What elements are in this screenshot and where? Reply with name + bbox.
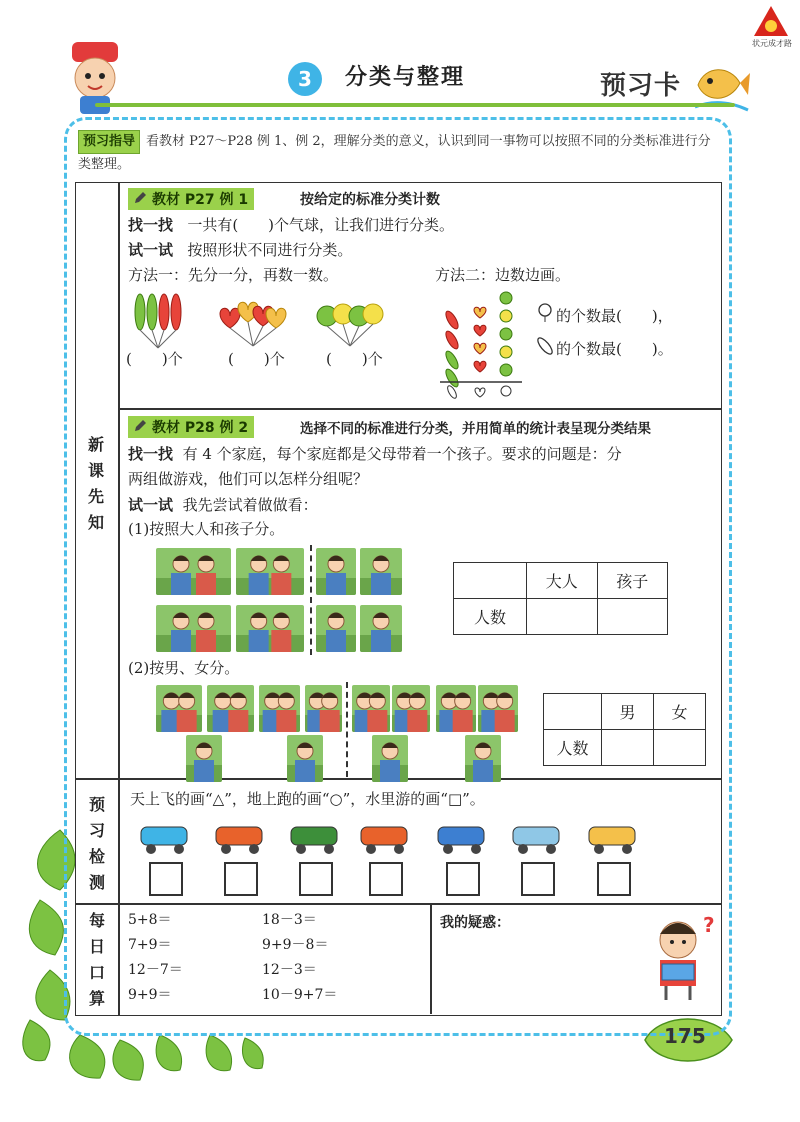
example2-find-2: 两组做游戏，他们可以怎样分组呢？ <box>128 470 369 488</box>
count-blank-long: ( )个 <box>126 350 183 368</box>
header-male: 男 <box>602 694 654 730</box>
section-label: 预习检测 <box>88 795 105 892</box>
round-balloons-group <box>315 300 385 348</box>
example2-try <box>128 494 318 515</box>
count-blank-heart: ( )个 <box>228 350 285 368</box>
child-illustration <box>360 605 402 652</box>
child-illustration <box>372 735 408 782</box>
guide-text: 看教材 P27～P28 例 1、例 2，理解分类的意义，认识到同一事物可以按照不同的分类标准进行分类整理。 <box>78 134 711 172</box>
adult-illustration <box>436 685 476 732</box>
try-text: 按照形状不同进行分类。 <box>187 241 353 259</box>
calc-item: 9+9－8＝ <box>262 937 329 953</box>
doubt-label: 我的疑惑： <box>440 915 510 931</box>
long-balloon-icon <box>535 335 555 359</box>
group-divider <box>346 682 348 777</box>
calc-divider <box>430 903 432 1014</box>
adults-count-cell[interactable] <box>527 599 598 635</box>
round-balloon-icon <box>537 303 553 323</box>
example2-find <box>128 443 622 464</box>
bus-icon <box>355 815 415 857</box>
answer-box[interactable] <box>369 862 403 896</box>
try-text: 我先尝试着做做看： <box>182 496 318 514</box>
children-count-cell[interactable] <box>597 599 668 635</box>
page-number: 175 <box>664 1024 706 1048</box>
row-divider-3 <box>75 903 722 905</box>
road-roller-icon <box>583 815 643 857</box>
adult-illustration <box>156 605 231 652</box>
method2: 方法二：边数边画。 <box>435 266 571 284</box>
calc-item: 9+9＝ <box>128 987 172 1003</box>
header-female: 女 <box>654 694 706 730</box>
section-label: 每日口算 <box>88 911 105 1008</box>
example1-tag-text: 教材 P27 例 1 <box>152 192 249 208</box>
section-preview-check <box>78 792 116 896</box>
method1: 方法一：先分一分，再数一数。 <box>128 266 339 284</box>
child-illustration <box>360 548 402 595</box>
child-illustration <box>287 735 323 782</box>
calc-item: 10－9+7＝ <box>262 987 338 1003</box>
calc-item: 12－3＝ <box>262 962 317 978</box>
adult-illustration <box>156 685 202 732</box>
truck-icon <box>210 815 270 857</box>
example2-tag <box>128 416 254 438</box>
table-adults-children <box>453 562 668 635</box>
helicopter-icon <box>285 815 345 857</box>
find-text-1: 有 4 个家庭，每个家庭都是父母带着一个孩子。要求的问题是：分 <box>182 445 622 463</box>
logo-icon <box>752 4 790 38</box>
header-rule <box>95 103 735 107</box>
example1-find <box>128 214 454 235</box>
card-title: 预习卡 <box>600 71 682 101</box>
section-daily-calc <box>78 908 116 1012</box>
section-label: 新课先知 <box>87 435 104 532</box>
count-blank-round: ( )个 <box>326 350 383 368</box>
adult-illustration <box>352 685 390 732</box>
child-illustration <box>316 605 356 652</box>
adult-illustration <box>207 685 254 732</box>
male-count-cell[interactable] <box>602 730 654 766</box>
adult-illustration <box>305 685 342 732</box>
row-divider-1 <box>118 408 721 410</box>
logo-text: 状元成才路 <box>752 39 792 48</box>
row-count-label: 人数 <box>544 730 602 766</box>
pencil-icon <box>133 419 147 433</box>
answer-box[interactable] <box>299 862 333 896</box>
guide-tag: 预习指导 <box>78 130 140 154</box>
table-divider <box>118 182 120 1016</box>
child-illustration <box>465 735 501 782</box>
adult-illustration <box>236 548 304 595</box>
svg-text:?: ? <box>703 913 715 937</box>
answer-box[interactable] <box>149 862 183 896</box>
section-new-lesson <box>78 432 114 536</box>
adult-illustration <box>478 685 518 732</box>
calc-item: 18－3＝ <box>262 912 317 928</box>
calc-column-1 <box>128 908 183 1008</box>
answer-box[interactable] <box>597 862 631 896</box>
calc-item: 5+8＝ <box>128 912 172 928</box>
table-corner <box>544 694 602 730</box>
calc-item: 7+9＝ <box>128 937 172 953</box>
find-text: 一共有( )个气球，让我们进行分类。 <box>187 216 455 234</box>
find-label: 找一找 <box>128 445 174 463</box>
heart-balloons-group <box>218 298 288 348</box>
header-children: 孩子 <box>597 563 668 599</box>
try-label: 试一试 <box>128 241 174 259</box>
answer-box[interactable] <box>224 862 258 896</box>
example1-tag <box>128 188 254 210</box>
adult-illustration <box>156 548 231 595</box>
balloon-picture-chart <box>440 288 525 400</box>
unit-number: 3 <box>288 62 322 96</box>
calc-column-2 <box>262 908 337 1008</box>
table-male-female <box>543 693 706 766</box>
thinking-boy-illustration <box>648 912 718 1002</box>
female-count-cell[interactable] <box>654 730 706 766</box>
most-long-text: 的个数最( )。 <box>556 340 673 358</box>
example1-try <box>128 239 352 260</box>
table-corner <box>454 563 527 599</box>
long-balloons-group <box>128 290 188 350</box>
adult-illustration <box>259 685 300 732</box>
leaves-decoration-bottom <box>150 1030 270 1080</box>
try-label: 试一试 <box>128 496 174 514</box>
header-adults: 大人 <box>527 563 598 599</box>
most-round-text: 的个数最( )， <box>556 307 673 325</box>
example2-desc: 选择不同的标准进行分类，并用简单的统计表呈现分类结果 <box>300 421 651 437</box>
child-illustration <box>316 548 356 595</box>
group-divider <box>310 545 312 655</box>
child-illustration <box>186 735 222 782</box>
part1-label: (1)按照大人和孩子分。 <box>128 520 285 538</box>
answer-box[interactable] <box>521 862 555 896</box>
example1-desc: 按给定的标准分类计数 <box>300 192 440 208</box>
example2-tag-text: 教材 P28 例 2 <box>152 420 249 436</box>
calc-item: 12－7＝ <box>128 962 183 978</box>
part2-label: (2)按男、女分。 <box>128 659 240 677</box>
airplane-icon <box>135 815 195 857</box>
check-instruction: 天上飞的画“△”，地上跑的画“○”，水里游的画“□”。 <box>130 790 485 808</box>
find-label: 找一找 <box>128 216 174 234</box>
adult-illustration <box>392 685 430 732</box>
preview-guide <box>78 130 718 176</box>
motorcycle-icon <box>432 815 492 857</box>
pencil-icon <box>133 191 147 205</box>
unit-title: 分类与整理 <box>345 65 466 90</box>
answer-box[interactable] <box>446 862 480 896</box>
ship-icon <box>507 815 567 857</box>
adult-illustration <box>236 605 304 652</box>
row-count-label: 人数 <box>454 599 527 635</box>
